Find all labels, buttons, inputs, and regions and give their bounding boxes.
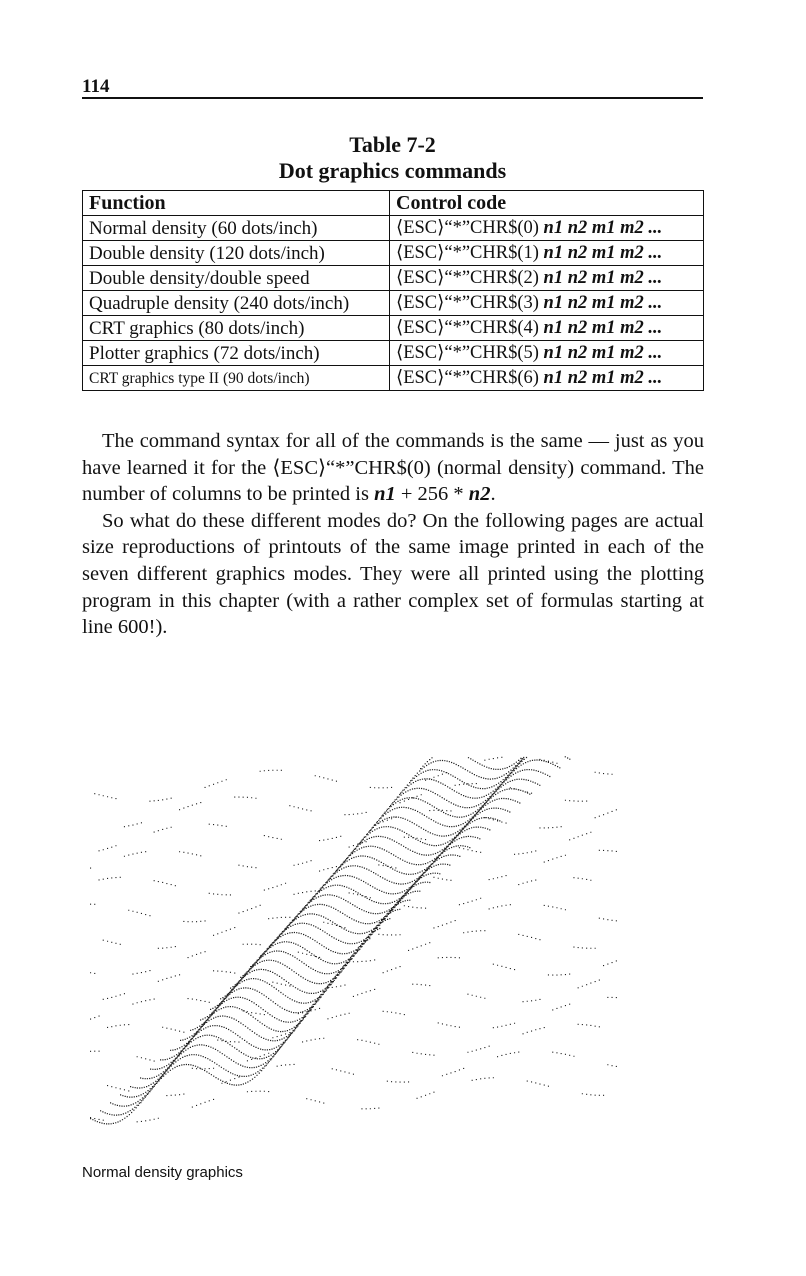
code-text: ⟨ESC⟩“*”CHR$(6) (396, 368, 539, 388)
code-text: ⟨ESC⟩“*”CHR$(4) (396, 318, 539, 338)
var-n1: n1 (374, 483, 396, 506)
control-code-cell (390, 216, 704, 241)
table-row (83, 341, 704, 366)
code-text: ⟨ESC⟩“*”CHR$(1) (396, 243, 539, 263)
header-control-code: Control code (390, 191, 704, 216)
control-code-cell (390, 291, 704, 316)
paragraph-text: The command syntax for all of the commands is the same — just as you have learned it for the ⟨ESC⟩“*”CHR$(0) (normal density) command. The number of columns to be printed is (82, 430, 704, 506)
code-args: n1 n2 m1 m2 ... (543, 293, 663, 313)
paragraph: So what do these different modes do? On the following pages are actual size reproductions of printouts of the same image printed in each of the seven different graphics modes. They were all printed using the plotting program in this chapter (with a rather complex set of formulas starting at line 600!). (82, 509, 704, 639)
code-text: ⟨ESC⟩“*”CHR$(2) (396, 268, 539, 288)
table-caption: Dot graphics commands (278, 158, 507, 183)
function-cell: Plotter graphics (72 dots/inch) (83, 341, 390, 366)
paragraph (82, 428, 704, 508)
dot-graphics-commands-table (82, 190, 704, 391)
function-cell: Double density/double speed (83, 266, 390, 291)
code-args: n1 n2 m1 m2 ... (543, 243, 663, 263)
code-args: n1 n2 m1 m2 ... (543, 218, 663, 238)
table-header-row (83, 191, 704, 216)
control-code-cell (390, 316, 704, 341)
dot-path (90, 756, 617, 1124)
dot-pattern (90, 756, 617, 1124)
period: . (490, 483, 496, 506)
var-n2: n2 (468, 483, 491, 506)
control-code-cell (390, 241, 704, 266)
code-text: ⟨ESC⟩“*”CHR$(5) (396, 343, 539, 363)
control-code-cell (390, 341, 704, 366)
code-text: ⟨ESC⟩“*”CHR$(0) (396, 218, 539, 238)
body-text (82, 428, 704, 641)
table-row (83, 266, 704, 291)
control-code-cell (390, 366, 704, 391)
table-row (83, 241, 704, 266)
function-cell: CRT graphics type II (90 dots/inch) (83, 366, 390, 391)
page-number: 114 (82, 76, 110, 97)
figure-caption: Normal density graphics (82, 1164, 243, 1181)
formula-text: + 256 * (395, 483, 469, 506)
code-args: n1 n2 m1 m2 ... (543, 368, 663, 388)
code-args: n1 n2 m1 m2 ... (543, 343, 663, 363)
header-function: Function (83, 191, 390, 216)
function-cell: Double density (120 dots/inch) (83, 241, 390, 266)
function-cell: Normal density (60 dots/inch) (83, 216, 390, 241)
table-number: Table 7-2 (349, 132, 436, 157)
table-row (83, 216, 704, 241)
function-cell: CRT graphics (80 dots/inch) (83, 316, 390, 341)
normal-density-dot-graphic (82, 752, 622, 1160)
header-rule (82, 97, 703, 99)
table-title (82, 132, 703, 184)
code-text: ⟨ESC⟩“*”CHR$(3) (396, 293, 539, 313)
function-cell: Quadruple density (240 dots/inch) (83, 291, 390, 316)
code-args: n1 n2 m1 m2 ... (543, 268, 663, 288)
control-code-cell (390, 266, 704, 291)
table-row (83, 291, 704, 316)
code-args: n1 n2 m1 m2 ... (543, 318, 663, 338)
table-row (83, 316, 704, 341)
table-row (83, 366, 704, 391)
